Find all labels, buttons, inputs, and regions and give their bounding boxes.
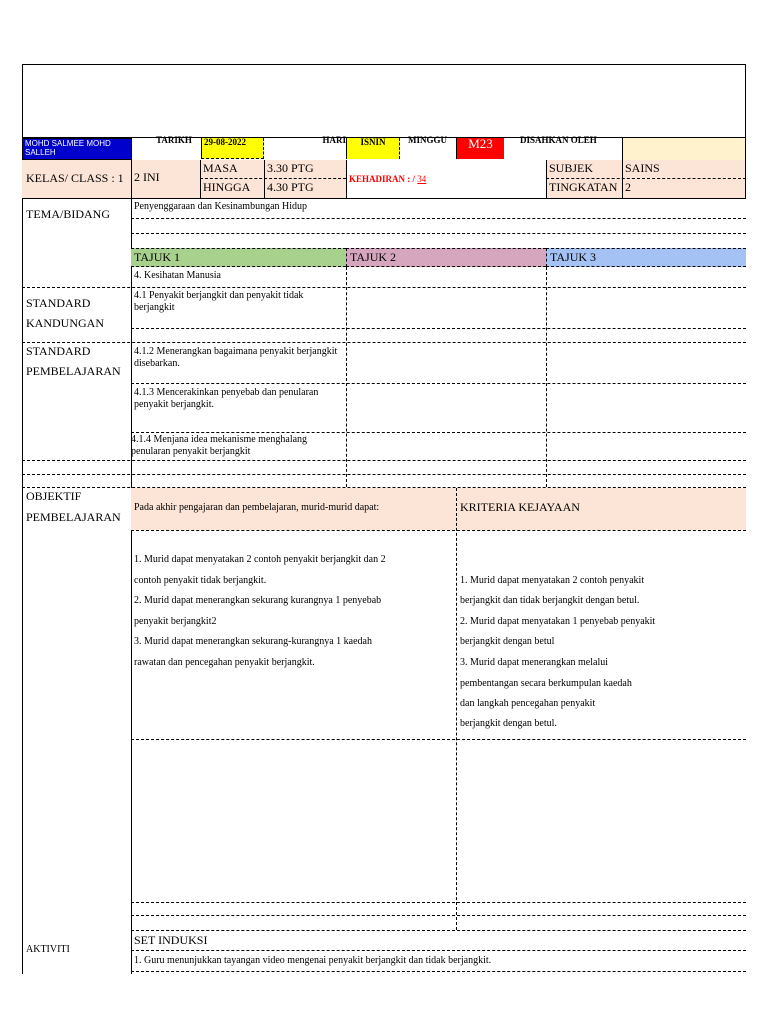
minggu-label: MINGGU (408, 135, 447, 145)
objective-line-5: 3. Murid dapat menerangkan sekurang-kurangnya 1 kaedah (134, 636, 372, 647)
sp-item-3: 4.1.4 Menjana idea mekanisme menghalang penularan penyakit berjangkit (131, 434, 308, 457)
sk-top-line (22, 287, 746, 288)
tajuk-1-header (131, 248, 346, 267)
hingga-value: 4.30 PTG (267, 180, 314, 194)
sk-label-1: STANDARD (26, 296, 91, 310)
sp-line-2 (131, 432, 746, 433)
tema-line-2 (131, 233, 746, 234)
criteria-line-3: 2. Murid dapat menyatakan 1 penyebab penyakit (460, 616, 656, 627)
kehadiran (349, 174, 539, 184)
tajuk-1-value: 4. Kesihatan Manusia (134, 270, 221, 281)
masa-value-divider (264, 160, 265, 198)
obj-intro-bottom-line (131, 530, 746, 531)
obj-line-b (131, 902, 746, 903)
col1-divider (131, 198, 132, 974)
subjek-label: SUBJEK (549, 161, 594, 175)
hingga-label: HINGGA (203, 180, 251, 194)
tajuk-3-header (546, 248, 746, 267)
sp-label-1: STANDARD (26, 344, 91, 358)
tarikh-label: TARIKH (156, 135, 192, 145)
disahkan-label: DISAHKAN OLEH (520, 135, 597, 145)
criteria-line-6: pembentangan secara berkumpulan kaedah (460, 678, 632, 689)
obj-label-1: OBJEKTIF (26, 489, 82, 503)
sp-line-4 (22, 474, 746, 475)
objective-line-3: 2. Murid dapat menerangkan sekurang kurangnya 1 penyebab (134, 595, 382, 606)
objective-line-1: 1. Murid dapat menyatakan 2 contoh penyakit berjangkit dan 2 (134, 554, 386, 565)
sp-item-1: 4.1.2 Menerangkan bagaimana penyakit berjangkit disebarkan. (134, 346, 338, 369)
kehadiran-divider (346, 160, 347, 198)
criteria-line-7: dan langkah pencegahan penyakit (460, 698, 596, 709)
col-tajuk2-divider (346, 267, 347, 487)
hari-label: HARI (322, 135, 346, 145)
obj-label-2: PEMBELAJARAN (26, 510, 121, 524)
set-induksi: SET INDUKSI (134, 933, 208, 947)
obj-line-a (131, 739, 746, 740)
obj-intro: Pada akhir pengajaran dan pembelajaran, murid-murid dapat: (134, 502, 380, 513)
tajuk-3-label: TAJUK 3 (550, 250, 597, 264)
aktiviti-step-1: 1. Guru menunjukkan tayangan video mengenai penyakit berjangkit dan tidak berjangkit. (134, 955, 492, 966)
tema-value: Penyenggaraan dan Kesinambungan Hidup (134, 201, 308, 212)
subjek-divider (546, 160, 547, 198)
kelas-divider (131, 160, 132, 198)
masa-mid-line (200, 178, 346, 179)
teacher-name-cell (22, 138, 132, 160)
kehadiran-label: KEHADIRAN : / (349, 174, 416, 184)
minggu-value-cell (456, 138, 504, 159)
objective-line-4: penyakit berjangkit2 (134, 616, 217, 627)
tajuk-1-label: TAJUK 1 (134, 250, 181, 264)
hari-value: ISNIN (360, 137, 386, 147)
kelas-label: KELAS/ CLASS : 1 (26, 171, 124, 185)
aktiviti-line-1 (131, 950, 746, 951)
masa-value: 3.30 PTG (267, 161, 314, 175)
kehadiran-value: 34 (417, 174, 427, 184)
masa-divider (200, 160, 201, 198)
criteria-line-4: berjangkit dengan betul (460, 636, 555, 647)
sp-item-2: 4.1.3 Mencerakinkan penyebab dan penularan penyakit berjangkit. (134, 387, 319, 410)
obj-line-d (131, 930, 746, 931)
obj-line-c (131, 915, 746, 916)
tajuk-2-header (346, 248, 546, 267)
criteria-line-8: berjangkit dengan betul. (460, 718, 557, 729)
subjek-value: SAINS (625, 161, 660, 175)
right-border-class (745, 160, 746, 198)
tingkatan-value: 2 (625, 180, 631, 194)
tema-label: TEMA/BIDANG (26, 207, 110, 221)
objective-line-6: rawatan dan pencegahan penyakit berjangkit. (134, 657, 315, 668)
subjek-value-divider (622, 160, 623, 198)
kelas-value: 2 INI (134, 170, 160, 184)
kriteria-label: KRITERIA KEJAYAAN (460, 500, 580, 514)
criteria-line-1: 1. Murid dapat menyatakan 2 contoh penyakit (460, 575, 645, 586)
tajuk-2-label: TAJUK 2 (350, 250, 397, 264)
teacher-name: MOHD SALMEE MOHD SALLEH (25, 139, 111, 157)
obj-col-divider (456, 488, 457, 930)
sp-top-line (22, 342, 746, 343)
hari-value-cell (346, 138, 400, 159)
page-frame (22, 64, 746, 138)
criteria-line-5: 3. Murid dapat menerangkan melalui (460, 657, 609, 668)
sk-value: 4.1 Penyakit berjangkit dan penyakit tidak berjangkit (134, 290, 304, 313)
sk-label-2: KANDUNGAN (26, 316, 104, 330)
disahkan-value-cell (622, 138, 746, 160)
objective-line-2: contoh penyakit tidak berjangkit. (134, 575, 267, 586)
tarikh-value-cell (201, 138, 264, 159)
sk-line-2 (131, 328, 746, 329)
sp-label-2: PEMBELAJARAN (26, 364, 121, 378)
left-border (22, 138, 23, 974)
criteria-line-2: berjangkit dan tidak berjangkit dengan betul. (460, 595, 640, 606)
sp-line-3 (22, 460, 746, 461)
col-tajuk3-divider (546, 267, 547, 487)
subjek-mid-line (546, 178, 746, 179)
masa-label: MASA (203, 161, 238, 175)
tema-line-1 (131, 218, 746, 219)
aktiviti-line-2 (131, 971, 746, 972)
tarikh-value: 29-08-2022 (204, 137, 246, 147)
minggu-value: M23 (468, 136, 493, 151)
aktiviti-label: AKTIVITI (26, 944, 70, 955)
sp-line-1 (131, 383, 746, 384)
tingkatan-label: TINGKATAN (549, 180, 618, 194)
